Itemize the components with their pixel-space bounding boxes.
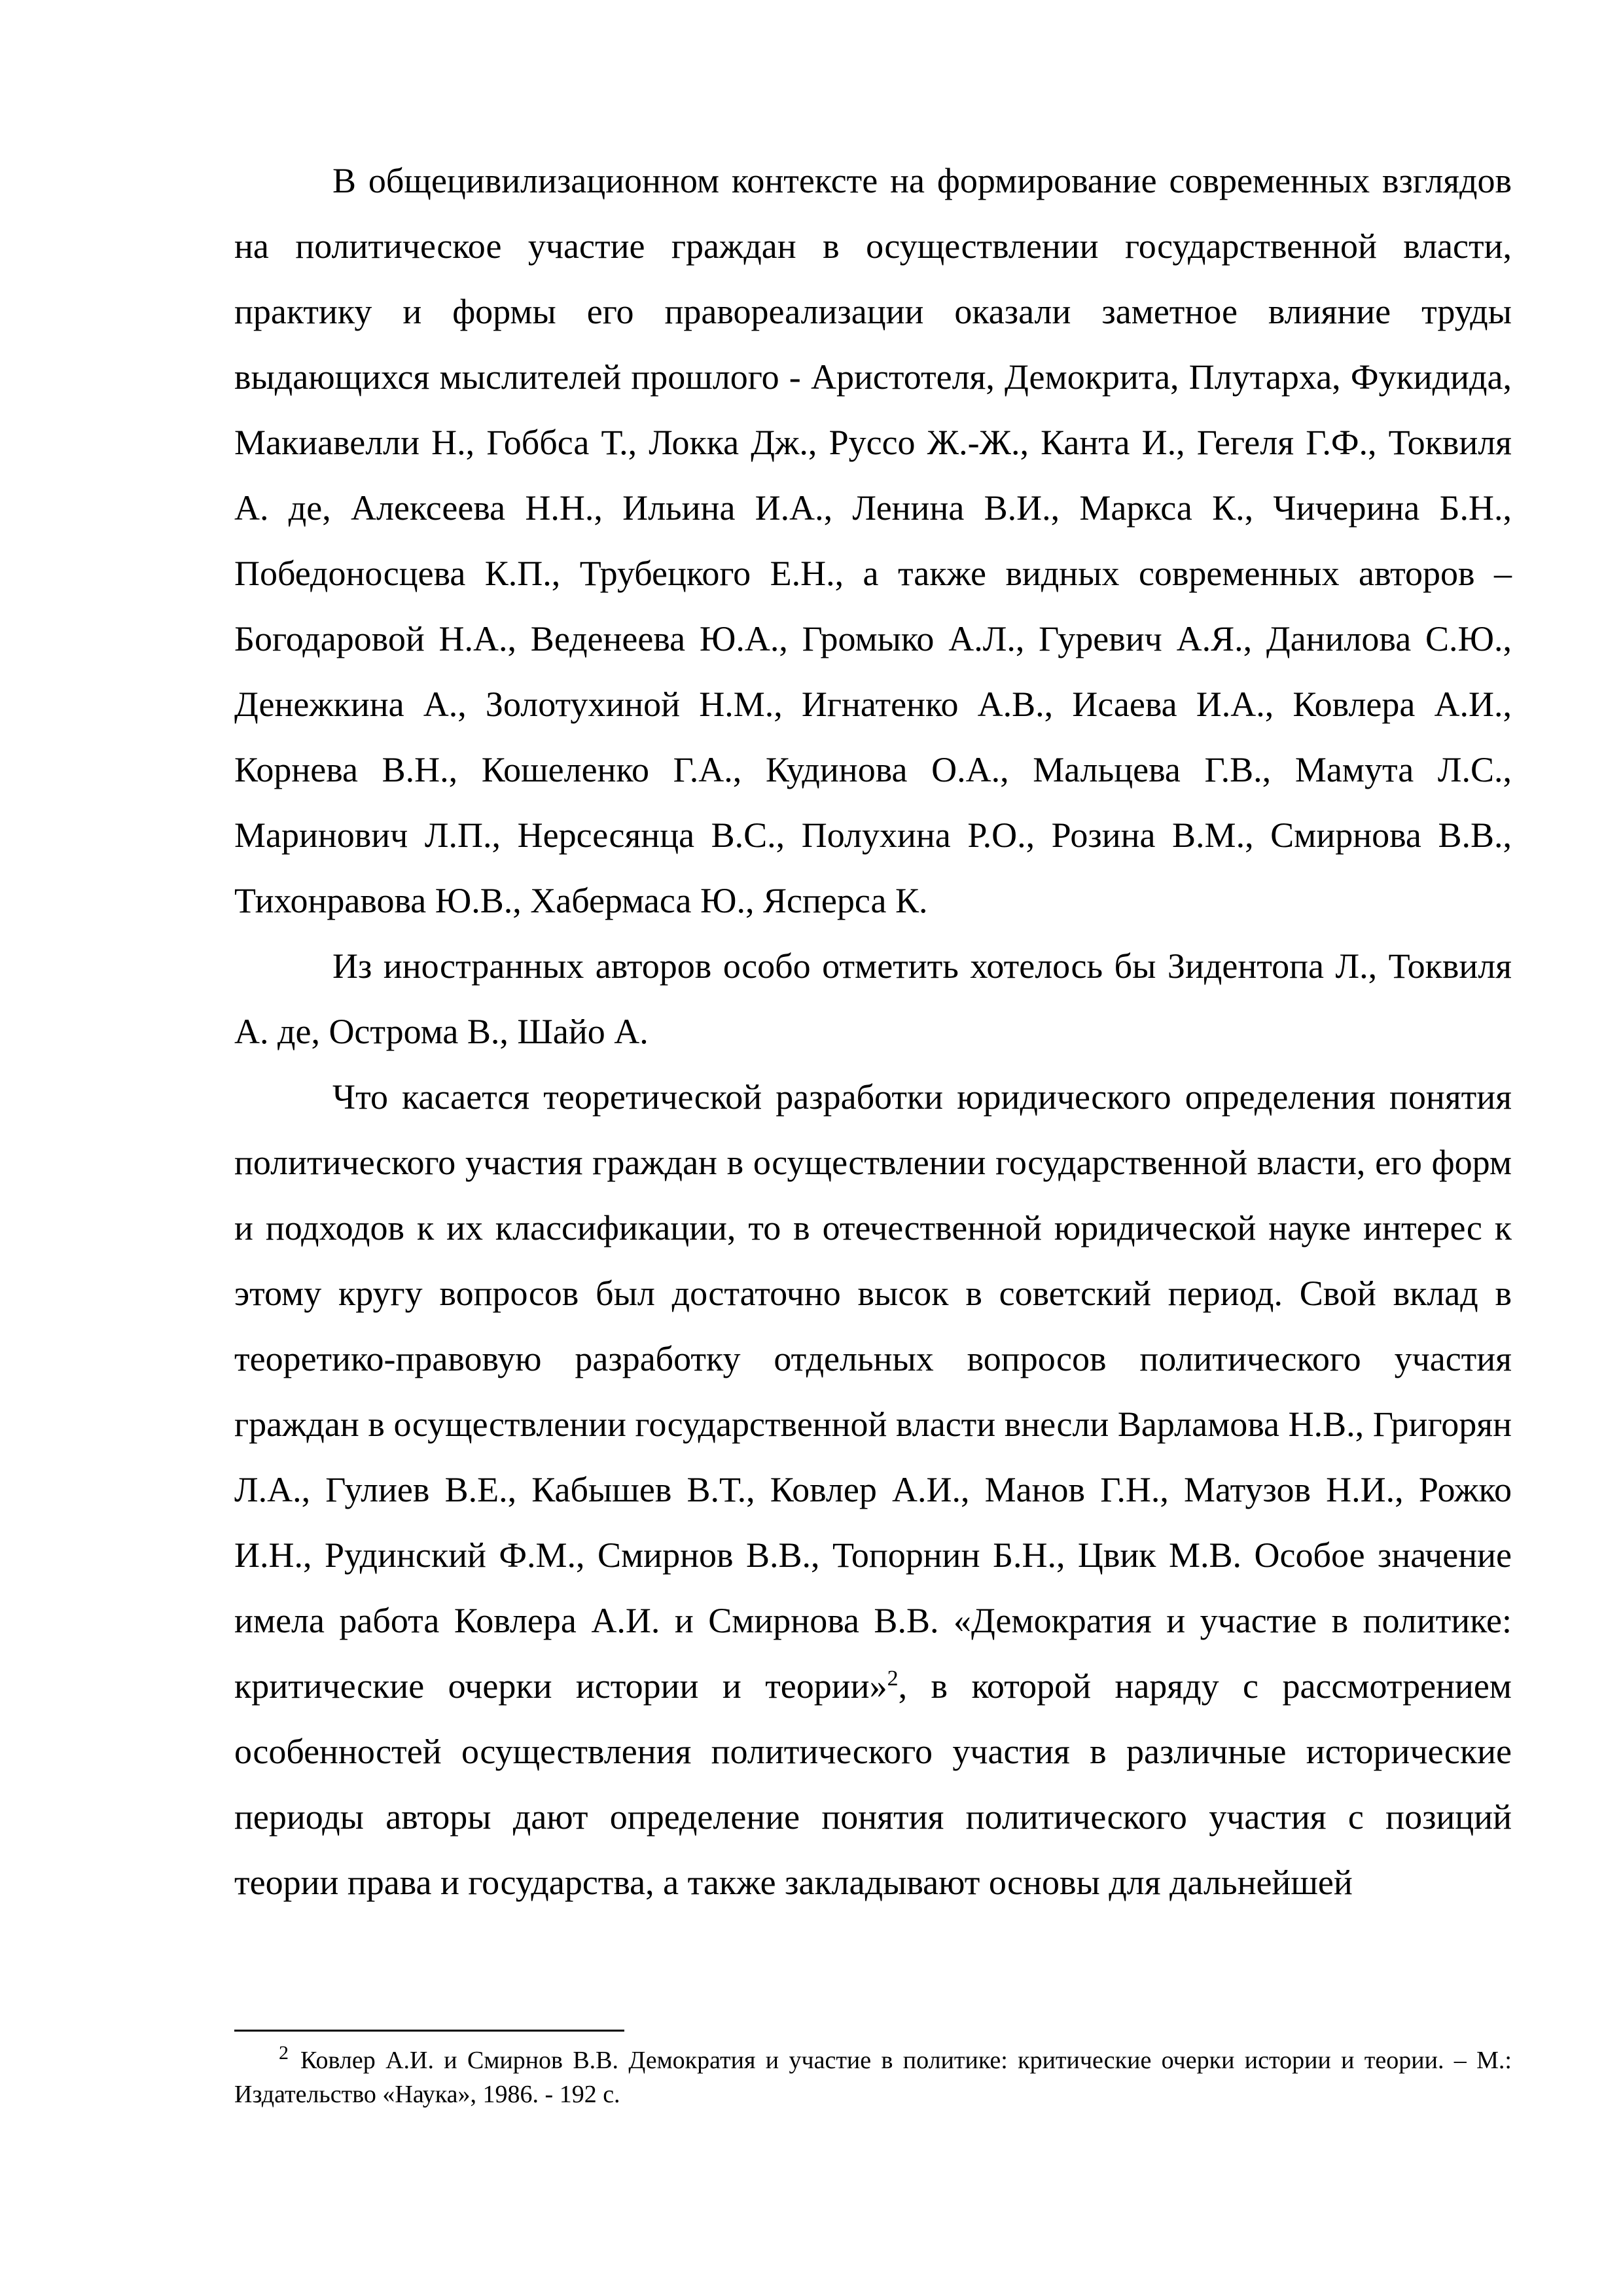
paragraph-3 bbox=[234, 1064, 1512, 1915]
footnote-separator bbox=[234, 2030, 624, 2032]
paragraph-2: Из иностранных авторов особо отметить хотелось бы Зидентопа Л., Токвиля А. де, Острома В., Шайо А. bbox=[234, 946, 1512, 1051]
footnote-mark: 2 bbox=[279, 2042, 289, 2064]
footnote-reference[interactable]: 2 bbox=[887, 1666, 899, 1691]
paragraph-1: В общецивилизационном контексте на формирование современных взглядов на политическое участие граждан в осуществлении государственной власти, практику и формы его правореализации оказали заметное влияние труды выдающихся мыслителей прошлого - Аристотеля, Демокрита, Плутарха, Фукидида, Макиавелли Н., Гоббса Т., Локка Дж., Руссо Ж.-Ж., Канта И., Гегеля Г.Ф., Токвиля А. де, Алексеева Н.Н., Ильина И.А., Ленина В.И., Маркса К., Чичерина Б.Н., Победоносцева К.П., Трубецкого Е.Н., а также видных современных авторов – Богодаровой Н.А., Веденеева Ю.А., Громыко А.Л., Гуревич А.Я., Данилова С.Ю., Денежкина А., Золотухиной Н.М., Игнатенко А.В., Исаева И.А., Ковлера А.И., Корнева В.Н., Кошеленко Г.А., Кудинова О.А., Мальцева Г.В., Мамута Л.С., Маринович Л.П., Нерсесянца В.С., Полухина Р.О., Розина В.М., Смирнова В.В., Тихонравова Ю.В., Хабермаса Ю., Ясперса К. bbox=[234, 161, 1512, 920]
footnote bbox=[234, 2043, 1512, 2111]
paragraph-3-text-start: Что касается теоретической разработки юридического определения понятия политического участия граждан в осуществлении государственной власти, его форм и подходов к их классификации, то в отечественной юридической науке интерес к этому кругу вопросов был достаточно высок в советский период. Свой вклад в теоретико-правовую разработку отдельных вопросов политического участия граждан в осуществлении государственной власти внесли Варламова Н.В., Григорян Л.А., Гулиев В.Е., Кабышев В.Т., Ковлер А.И., Манов Г.Н., Матузов Н.И., Рожко И.Н., Рудинский Ф.М., Смирнов В.В., Топорнин Б.Н., Цвик М.В. Особое значение имела работа Ковлера А.И. и Смирнова В.В. «Демократия и участие в политике: критические очерки истории и теории» bbox=[234, 1077, 1512, 1706]
paragraph-3-text-end: , в которой наряду с рассмотрением особенностей осуществления политического участия в различные исторические периоды авторы дают определение понятия политического участия с позиций теории права и государства, а также закладывают основы для дальнейшей bbox=[234, 1666, 1512, 1902]
main-text bbox=[234, 148, 1512, 1915]
footnote-text: Ковлер А.И. и Смирнов В.В. Демократия и участие в политике: критические очерки истории и теории. – М.: Издательство «Наука», 1986. - 192 с. bbox=[234, 2047, 1512, 2108]
